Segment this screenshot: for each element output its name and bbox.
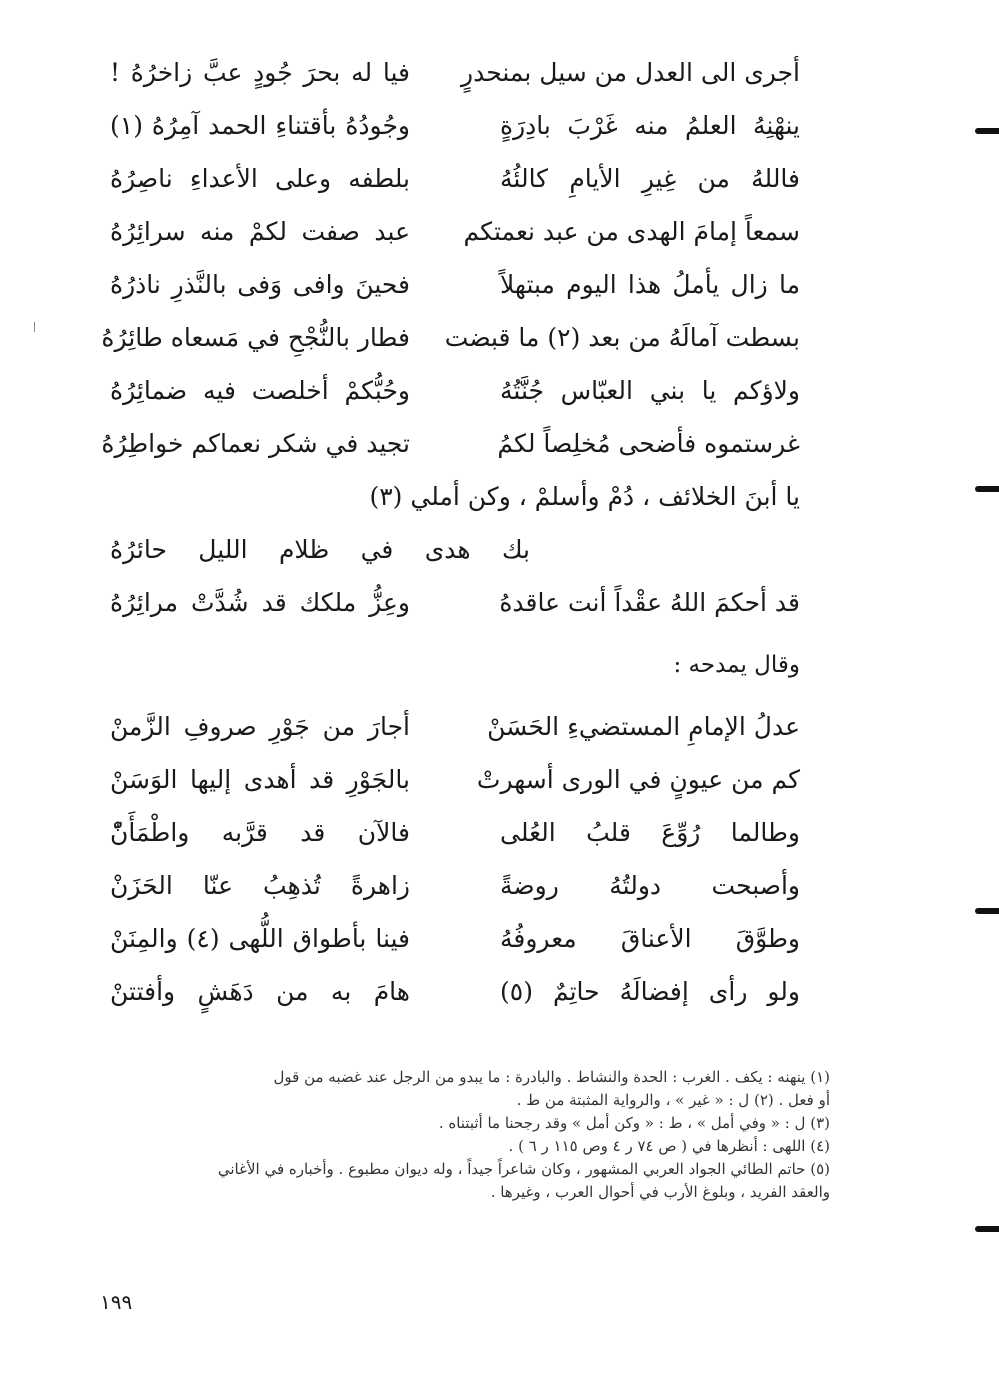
split-verse-first-part: يا أبنَ الخلائف ، دُمْ وأسلمْ ، وكن أملي (٣) bbox=[369, 482, 800, 511]
footnote-line: (٥) حاتم الطائي الجواد العربي المشهور ، وكان شاعراً جيداً ، وله ديوان مطبوع . وأخباره في الأغاني bbox=[217, 1160, 830, 1178]
verse-second-hemistich: زاهرةً تُذهِبُ عنّا الحَزَنْ bbox=[110, 871, 410, 900]
verse-first-hemistich: ولاؤكم يا بني العبّاس جُنَّتُهُ bbox=[500, 376, 800, 405]
verse-first-hemistich: وأصبحت دولتُهُ روضةً bbox=[500, 871, 800, 900]
verse bbox=[80, 912, 800, 965]
poem-1 bbox=[80, 46, 800, 629]
footnote-line: والعقد الفريد ، وبلوغ الأرب في أحوال العرب ، وغيرها . bbox=[490, 1183, 830, 1201]
verse-second-hemistich: وجُودُهُ بأقتناءِ الحمد آمِرُهُ (١) bbox=[110, 111, 410, 140]
footnote-line: (١) ينهنه : يكف . الغرب : الحدة والنشاط . والبادرة : ما يبدو من الرجل عند غضبه من قول bbox=[273, 1068, 830, 1086]
verse-first-hemistich: وطوَّقَ الأعناقَ معروفُهُ bbox=[500, 924, 800, 953]
page-number: ١٩٩ bbox=[100, 1290, 133, 1314]
verse bbox=[80, 965, 800, 1018]
verse-second-hemistich: بالجَوْرِ قد أهدى إليها الوَسَنْ bbox=[110, 765, 410, 794]
verse-second-hemistich: تجيد في شكر نعماكم خواطِرُهُ bbox=[101, 429, 410, 458]
scan-edge-mark bbox=[975, 908, 999, 914]
verse bbox=[80, 258, 800, 311]
verse bbox=[80, 700, 800, 753]
verse bbox=[80, 859, 800, 912]
verse-second-hemistich: فالآن قد قرَّبه واطْمَأَنّْ bbox=[110, 818, 410, 847]
verse-first-hemistich: أجرى الى العدل من سيل بمنحدرٍ bbox=[461, 58, 800, 87]
verse-second-hemistich: وحُبُّكمْ أخلصت فيه ضمائِرُهُ bbox=[110, 376, 410, 405]
split-verse-first-line bbox=[80, 470, 800, 523]
verse-first-hemistich: كم من عيونٍ في الورى أسهرتْ bbox=[476, 765, 800, 794]
verse-second-hemistich: هامَ به من دَهَشٍ وأفتتنْ bbox=[110, 977, 410, 1006]
verse-first-hemistich: عدلُ الإمامِ المستضيءِ الحَسَنْ bbox=[487, 712, 800, 741]
footnote-line: (٤) اللهى : أنظرها في ( ص ٧٤ ر ٤ وص ١١٥ ر ٦ ) . bbox=[508, 1137, 830, 1155]
verse-first-hemistich: بسطت آمالَهُ من بعد (٢) ما قبضت bbox=[444, 323, 800, 352]
verse-second-hemistich: عبد صفت لكمْ منه سرائِرُهُ bbox=[110, 217, 410, 246]
scan-edge-mark bbox=[975, 128, 999, 134]
verse bbox=[80, 806, 800, 859]
split-verse-second-line bbox=[80, 523, 800, 576]
verse-second-hemistich: فينا بأطواق اللُّهى (٤) والمِنَنْ bbox=[110, 924, 410, 953]
poem-2 bbox=[80, 700, 800, 1018]
footnotes bbox=[70, 1066, 830, 1204]
verse bbox=[80, 417, 800, 470]
verse-first-hemistich: فاللهُ من غِيرِ الأيامِ كالئُهُ bbox=[500, 164, 800, 193]
verse bbox=[80, 576, 800, 629]
verse bbox=[80, 205, 800, 258]
verse-first-hemistich: وطالما رُوِّعَ قلبُ العُلى bbox=[500, 818, 800, 847]
verse-second-hemistich: فحينَ وافى وَفى بالنَّذرِ ناذرُهُ bbox=[110, 270, 410, 299]
scan-edge-mark bbox=[975, 1226, 999, 1232]
verse-first-hemistich: قد أحكمَ اللهُ عقْداً أنت عاقدهُ bbox=[499, 588, 800, 617]
scan-edge-mark bbox=[975, 486, 999, 492]
footnote-line: أو فعل . (٢) ل : « غير » ، والرواية المثبتة من ط . bbox=[516, 1091, 830, 1109]
verse bbox=[80, 311, 800, 364]
split-verse-second-part: بك هدى في ظلام الليل حائرُهُ bbox=[110, 535, 530, 564]
verse-first-hemistich: ولو رأى إفضالَهُ حاتِمٌ (٥) bbox=[500, 977, 800, 1006]
verse-second-hemistich: بلطفه وعلى الأعداءِ ناصِرُهُ bbox=[110, 164, 410, 193]
footnote-line: (٣) ل : « وفي أمل » ، ط : « وكن أمل » وقد رجحنا ما أثبتناه . bbox=[438, 1114, 830, 1132]
verse bbox=[80, 364, 800, 417]
verse bbox=[80, 152, 800, 205]
verse-first-hemistich: غرستموه فأضحى مُخلِصاً لكمُ bbox=[497, 429, 800, 458]
verse bbox=[80, 753, 800, 806]
verse-first-hemistich: ما زال يأملُ هذا اليوم مبتهلاً bbox=[500, 270, 800, 299]
verse-first-hemistich: سمعاً إمامَ الهدى من عبد نعمتكم bbox=[463, 217, 800, 246]
verse-second-hemistich: فيا له بحرَ جُودٍ عبَّ زاخرُهُ ! bbox=[110, 58, 410, 87]
verse bbox=[80, 99, 800, 152]
scan-margin-mark bbox=[34, 322, 43, 332]
verse-second-hemistich: وعِزُّ ملكك قد شُدَّتْ مرائِرُهُ bbox=[110, 588, 410, 617]
poem-intro: وقال يمدحه : bbox=[673, 652, 800, 678]
verse-first-hemistich: ينهْنِهُ العلمُ منه غَرْبَ بادِرَةٍ bbox=[500, 111, 800, 140]
verse-second-hemistich: أجارَ من جَوْرِ صروفِ الزَّمنْ bbox=[110, 712, 410, 741]
verse-second-hemistich: فطار بالنُّجْحِ في مَسعاه طائِرُهُ bbox=[101, 323, 410, 352]
verse bbox=[80, 46, 800, 99]
